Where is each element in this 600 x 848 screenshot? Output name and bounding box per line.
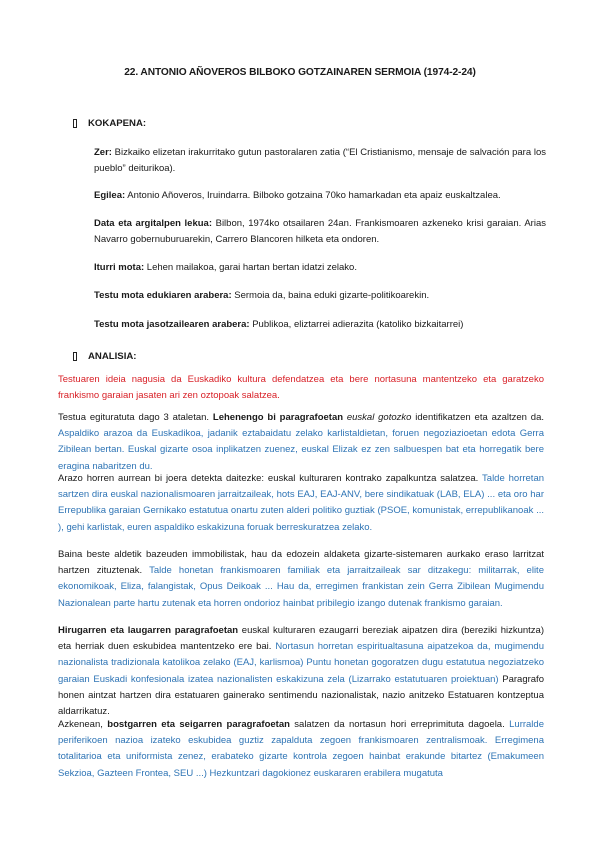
p2-highlight: Aspaldiko arazoa da Euskadikoa, jadanik eztabaidatu zelako karlistaldietan, foruen negoziazioetan edota Gerra Zibilean bertan. Euskal gizarte osoa inplikatzen zuenez, euskal Elizak ez zen salbuespen bat eta horregatik bere eragina nabaritzen du.	[58, 428, 544, 472]
iturri-label: Iturri mota:	[94, 262, 145, 273]
p6-text-2: salatzen da nortasun hori erreprimituta dagoela.	[289, 719, 510, 730]
analysis-paragraph-4	[58, 547, 544, 612]
iturri-paragraph	[94, 260, 546, 276]
p5-bold: Hirugarren eta laugarren paragrafoetan	[58, 625, 239, 636]
iturri-text: Lehen mailakoa, garai hartan bertan idatzi zelako.	[144, 262, 357, 273]
jasotzailea-paragraph	[94, 317, 546, 333]
p6-bold: bostgarren eta seigarren paragrafoetan	[107, 719, 290, 730]
jasotzailea-text: Publikoa, eliztarrei adierazita (katoliko bizkaitarrei)	[249, 319, 464, 330]
zer-label: Zer:	[94, 147, 112, 158]
data-text: Bilbon, 1974ko otsailaren 24an. Frankismoaren azkeneko krisi garaian. Arias Navarro gobernuburuarekin, Carrero Blancoren hilketa eta ondoren.	[94, 218, 546, 245]
analysis-paragraph-2	[58, 410, 544, 475]
checkbox-bullet-icon	[73, 352, 77, 361]
p2-text-2: identifikatzen eta azaltzen da.	[411, 412, 545, 423]
p5-highlight: Nortasun horretan espiritualtasuna aipatzekoa da, mugimendu nazionalista tradizionala katolikoa zelako (EAJ, karlismoa) Puntu honetan gogoratzen dugu estatutua negoziatzeko garaian Euskadi konfesionala izatea nazionalisten eskakizuna zela (Lizarrako estatutuaren proiektuan)	[58, 641, 544, 685]
edukia-paragraph	[94, 288, 546, 304]
egilea-text: Antonio Añoveros, Iruindarra. Bilboko gotzaina 70ko hamarkadan eta apaiz euskaltzalea.	[125, 190, 501, 201]
p5-text-2: Paragrafo honen aintzat hartzen dira estatuaren gainerako sentimendu nazionalistak, nazio anitzeko Estatuaren kontzeptua aldarrikatuz.	[58, 673, 544, 718]
section-heading-label: KOKAPENA:	[88, 118, 147, 129]
data-paragraph	[94, 216, 546, 247]
p2-italic: euskal gotozko	[343, 412, 412, 423]
egilea-label: Egilea:	[94, 190, 126, 201]
jasotzailea-label: Testu mota jasotzailearen arabera:	[94, 319, 250, 330]
analysis-paragraph-6	[58, 717, 544, 782]
p4-highlight: Talde honetan frankismoaren familiak eta jarraitzaileak sar ditzakegu: militarrak, elite ekonomikoak, Eliza, falangistak, Opus Deikoak ... Hau da, erregimen frankistan zein Gerra Zibilean Mugimendu Nazionalean parte hartu zutenak eta horren ondorioz hainbat pribilegio izango dutenak frankismo garaian.	[58, 565, 544, 609]
zer-paragraph	[94, 145, 546, 176]
edukia-text: Sermoia da, baina eduki gizarte-politikoarekin.	[231, 290, 430, 301]
section-heading-kokapena	[73, 118, 146, 129]
analysis-paragraph-5	[58, 623, 544, 720]
p5-text: euskal kulturaren ezaugarri bereziak aipatzen dira (bereziki hizkuntza) eta herriak duen eskubidea mantentzeko ere bai.	[58, 625, 544, 653]
p3-highlight: Talde horretan sartzen dira euskal nazionalismoaren jarraitzaileak, hots EAJ, EAJ-ANV, bere sindikatuak (LAB, ELA) ... eta oro har Errepublika garaian Gernikako estatutua onartu zuten alderi politiko guztiak (PSOE, komunistak, errepublikanoak ... ), gehi karlistak, euren aspaldiko eskakizuna foruak berreskuratzea zelako.	[58, 473, 545, 533]
egilea-paragraph	[94, 188, 546, 204]
zer-text: Bizkaiko elizetan irakurritako gutun pastoralaren zatia (“El Cristianismo, mensaje de salvación para los pueblo” deiturikoa).	[94, 147, 546, 174]
p2-text: Testua egituratuta dago 3 ataletan.	[58, 412, 213, 423]
section-heading-analisia	[73, 351, 137, 362]
checkbox-bullet-icon	[73, 119, 77, 128]
p3-text: Arazo horren aurrean bi joera detekta daitezke: euskal kulturaren kontrako zapalkuntza salatzea.	[58, 473, 483, 484]
p6-highlight: Lurralde periferikoen nazioa izateko eskubidea guztiz zapalduta zegoen frankismoaren zentralismoak. Erregimena totalitarioa eta uniformista zenez, erabateko gizarte kontrola zegoen hainbat erakunde bitartez (Emakumeen Sekzioa, Gazteen Frontea, SEU ...) Hezkuntzari dagokionez euskararen erabilera mugatuta	[58, 719, 544, 779]
p6-text: Azkenean,	[58, 719, 108, 730]
document-title: 22. ANTONIO AÑOVEROS BILBOKO GOTZAINAREN SERMOIA (1974-2-24)	[124, 67, 476, 78]
p4-text: Baina beste aldetik bazeuden immobilistak, hau da edozein aldaketa gizarte-sistemaren aurkako eraso larritzat hartzen zituztenak.	[58, 549, 544, 577]
section-heading-label: ANALISIA:	[88, 351, 137, 362]
p2-bold: Lehenengo bi paragrafoetan	[212, 412, 344, 423]
edukia-label: Testu mota edukiaren arabera:	[94, 290, 232, 301]
data-label: Data eta argitalpen lekua:	[94, 218, 212, 229]
analysis-paragraph-3	[58, 471, 544, 536]
analysis-main-idea: Testuaren ideia nagusia da Euskadiko kultura defendatzea eta bere nortasuna mantentzeko eta garatzeko frankismo garaian jasaten ari zen oztopoak salatzea.	[58, 374, 544, 402]
